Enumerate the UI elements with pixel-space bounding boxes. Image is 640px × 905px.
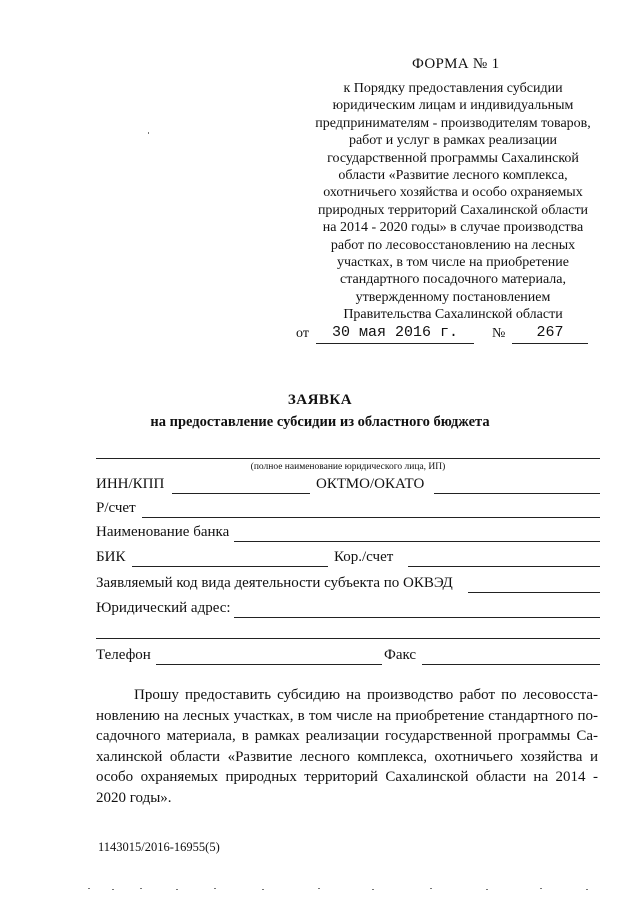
scan-speck	[262, 889, 264, 890]
scan-speck	[88, 888, 90, 889]
entity-name-caption: (полное наименование юридического лица, ИП)	[250, 462, 446, 472]
scan-speck	[148, 132, 149, 134]
phone-field[interactable]	[156, 664, 382, 665]
resolution-date: 30 мая 2016 г.	[316, 323, 474, 344]
oktmo-label: ОКТМО/ОКАТО	[316, 476, 425, 492]
account-row	[96, 500, 600, 520]
appendix-line: Правительства Сахалинской области	[343, 307, 563, 323]
scan-speck	[430, 888, 432, 889]
entity-name-field[interactable]	[96, 458, 600, 459]
paragraph-line: 2020 годы».	[96, 789, 172, 806]
paragraph-line: новлению на лесных участках, в том числе на приобретение стандартного по-	[96, 707, 598, 724]
appendix-line: охотничьего хозяйства и особо охраняемых	[323, 185, 583, 201]
appendix-line: работ по лесовосстановлению на лесных	[330, 237, 576, 253]
okved-field[interactable]	[468, 592, 600, 593]
scan-speck	[140, 888, 142, 889]
paragraph-line: садочного материала, в рамках реализации государственной программы Са-	[96, 728, 598, 744]
bik-label: БИК	[96, 549, 126, 565]
address-label: Юридический адрес:	[96, 600, 231, 616]
account-label: Р/счет	[96, 500, 136, 516]
address-field[interactable]	[234, 617, 600, 618]
document-registration-number: 1143015/2016-16955(5)	[98, 840, 220, 854]
corr-label: Кор./счет	[334, 549, 394, 565]
scan-speck	[318, 888, 320, 889]
fax-label: Факс	[384, 647, 417, 663]
paragraph-line: особо охраняемых природных территорий Сахалинской области на 2014 -	[96, 769, 598, 785]
phone-fax-row	[96, 647, 600, 667]
address-field-continuation[interactable]	[96, 638, 600, 639]
resolution-reference	[292, 323, 622, 345]
appendix-line: юридическим лицам и индивидуальным	[332, 98, 574, 114]
bank-field[interactable]	[234, 541, 600, 542]
okved-label: Заявляемый код вида деятельности субъекта по ОКВЭД	[96, 575, 453, 591]
appendix-line: к Порядку предоставления субсидии	[343, 81, 563, 96]
okved-row	[96, 575, 600, 595]
resolution-number: 267	[512, 323, 588, 344]
inn-oktmo-row	[96, 476, 600, 496]
corr-account-field[interactable]	[408, 566, 600, 567]
document-title: ЗАЯВКА	[287, 392, 353, 408]
scan-speck	[540, 888, 542, 889]
appendix-line: работ и услуг в рамках реализации	[348, 133, 558, 149]
appendix-line: предпринимателям - производителям товаров,	[315, 115, 591, 131]
scan-speck	[112, 889, 114, 890]
bank-row	[96, 524, 600, 544]
appendix-line: государственной программы Сахалинской	[327, 150, 579, 166]
bank-label: Наименование банка	[96, 524, 230, 540]
document-subtitle: на предоставление субсидии из областного бюджета	[150, 414, 490, 430]
form-number: ФОРМА № 1	[412, 56, 500, 72]
address-row	[96, 600, 600, 620]
appendix-line: утвержденному постановлением	[355, 289, 551, 305]
number-label: №	[492, 326, 506, 341]
fax-field[interactable]	[422, 664, 600, 665]
appendix-line: области «Развитие лесного комплекса,	[338, 168, 568, 184]
phone-label: Телефон	[96, 647, 151, 663]
from-label: от	[296, 326, 309, 341]
account-field[interactable]	[142, 517, 600, 518]
appendix-note	[292, 80, 614, 324]
scan-speck	[176, 889, 178, 890]
paragraph-line: Прошу предоставить субсидию на производство работ по лесовосста-	[134, 687, 598, 703]
scan-speck	[586, 889, 588, 890]
scan-speck	[214, 888, 216, 889]
scan-speck	[372, 889, 374, 890]
request-paragraph	[96, 685, 598, 808]
appendix-line: природных территорий Сахалинской области	[317, 202, 589, 218]
appendix-line: стандартного посадочного материала,	[340, 272, 566, 288]
inn-kpp-field[interactable]	[172, 493, 310, 494]
paragraph-line: халинской области «Развитие лесного комплекса, охотничьего хозяйства и	[96, 748, 598, 765]
oktmo-field[interactable]	[434, 493, 600, 494]
appendix-line: участках, в том числе на приобретение	[336, 255, 570, 271]
bik-field[interactable]	[132, 566, 328, 567]
bik-corr-row	[96, 549, 600, 569]
inn-kpp-label: ИНН/КПП	[96, 476, 165, 492]
scan-speck	[486, 889, 488, 890]
appendix-line: на 2014 - 2020 годы» в случае производства	[322, 220, 584, 236]
